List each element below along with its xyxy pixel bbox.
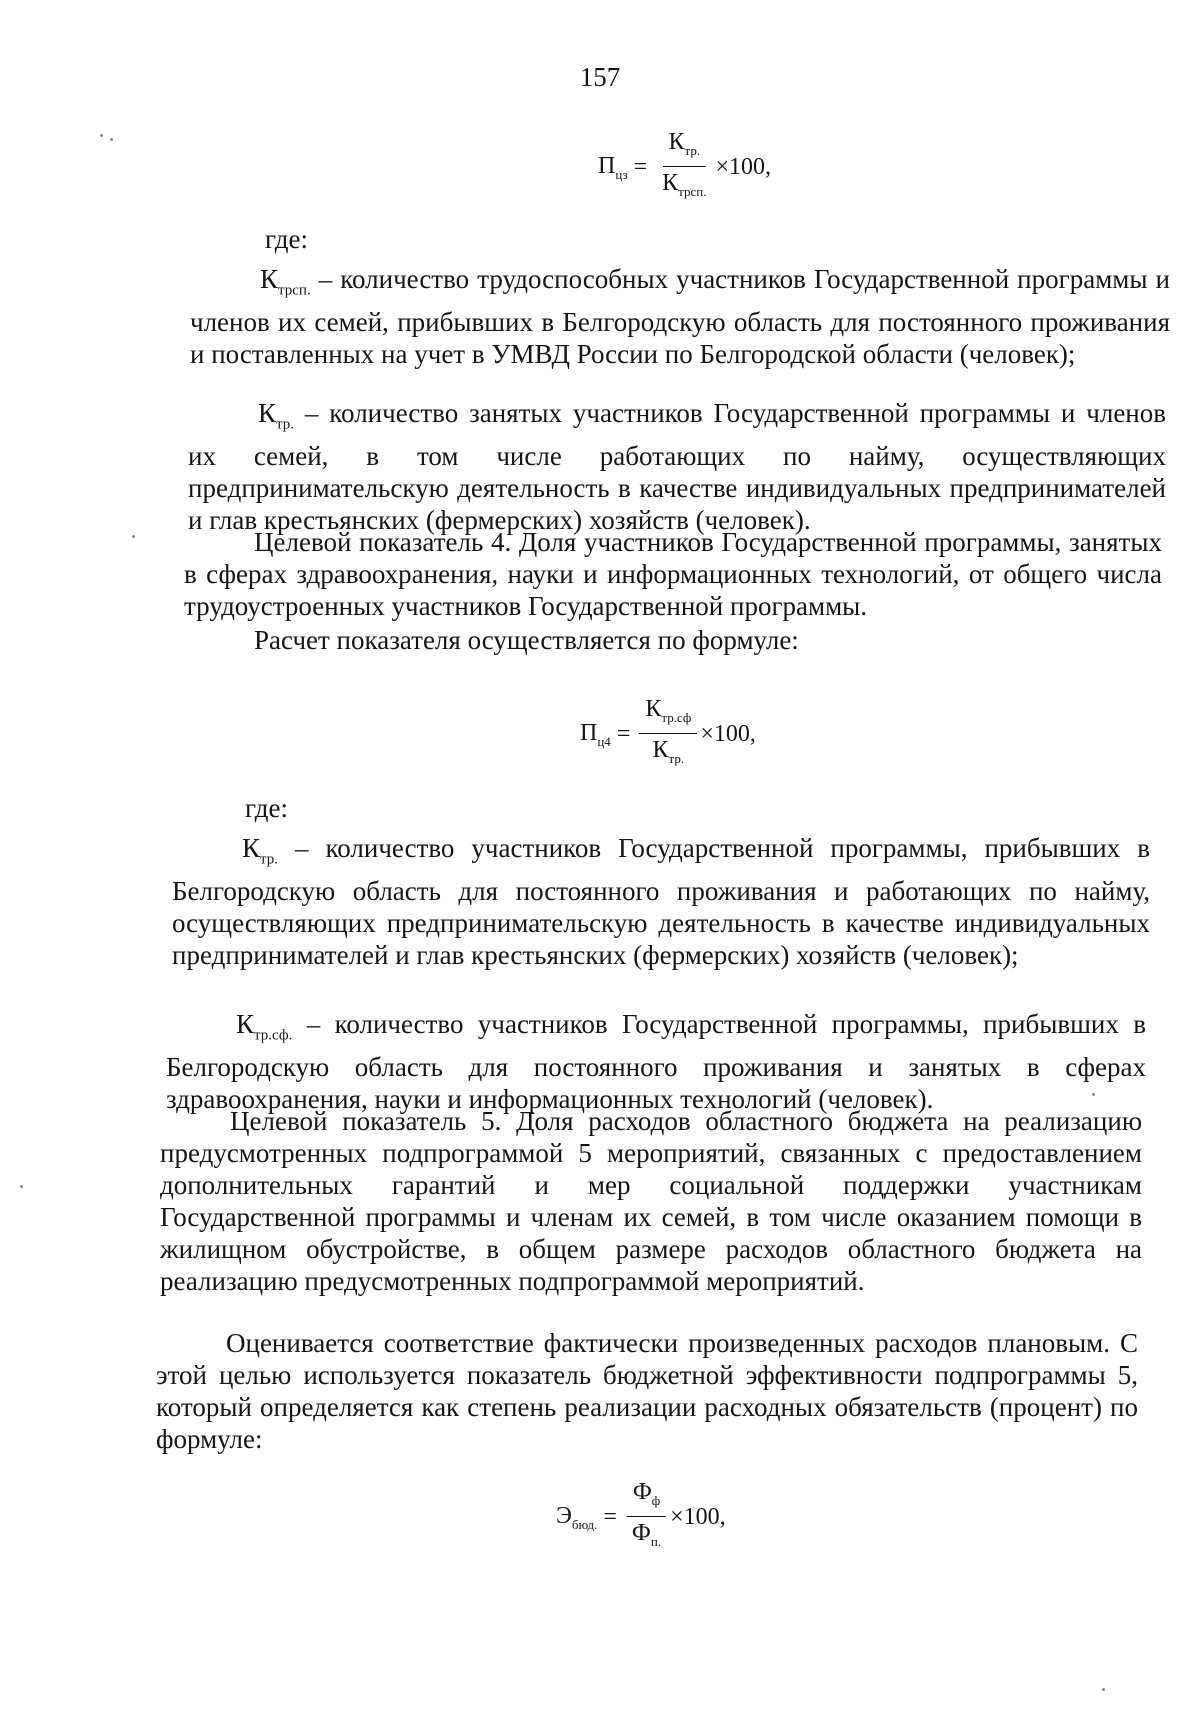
fraction-numerator: $Ф_ф$: [627, 1478, 666, 1517]
formula-e-byud: $Э_{бюд.}$ = $\frac{Ф_ф}{Ф_{п.}}$ ×100,: [556, 1478, 726, 1557]
scan-speck: [1092, 1093, 1095, 1096]
formula-fraction: [656, 128, 712, 207]
scan-speck: [1102, 1688, 1105, 1691]
formula-tail: ×100,: [715, 154, 772, 180]
where-label: где:: [245, 793, 288, 823]
formula-tail: ×100,: [700, 721, 756, 747]
definition-k-trsp: $К_{трсп.}$ – количество трудоспособных участников Государственной программы и членов их семей, прибывших в Белгородскую область для постоянного проживания и поставленных на учет в УМВД России по Белгородской области (человек);: [190, 264, 1170, 370]
scan-speck: [20, 1185, 23, 1188]
definition-k-tr-2: $К_{тр.}$ – количество участников Государственной программы, прибывших в Белгородскую область для постоянного проживания и работающих по найму, осуществляющих предпринимательскую деятельность в качестве индивидуальных предпринимателей и глав крестьянских (фермерских) хозяйств (человек);: [172, 833, 1150, 971]
fraction-numerator: $К_{тр.}$: [663, 128, 707, 167]
scan-speck: [100, 134, 103, 137]
formula-fraction: [626, 1478, 667, 1557]
formula-fraction: [639, 695, 697, 774]
formula-lhs: $Э_{бюд.}$: [556, 1502, 598, 1532]
target-indicator-5: Целевой показатель 5. Доля расходов областного бюджета на реализацию предусмотренных подпрограммой 5 мероприятий, связанных с предоставлением дополнительных гарантий и мер социальной поддержки участникам Государственной программы и членам их семей, в том числе оказанием помощи в жилищном обустройстве, в общем размере расходов областного бюджета на реализацию предусмотренных подпрограммой мероприятий.: [160, 1106, 1142, 1296]
where-label: где:: [265, 224, 308, 254]
budget-evaluation-note: Оценивается соответствие фактически произведенных расходов плановым. С этой целью используется показатель бюджетной эффективности подпрограммы 5, который определяется как степень реализации расходных обязательств (процент) по формуле:: [156, 1328, 1138, 1454]
formula-lhs: $П_{цз}$: [598, 152, 628, 182]
fraction-numerator: $К_{тр.сф}$: [639, 695, 697, 734]
definition-k-tr: $К_{тр.}$ – количество занятых участников Государственной программы и членов их семей, в том числе работающих по найму, осуществляющих предпринимательскую деятельность в качестве индивидуальных предпринимателей и глав крестьянских (фермерских) хозяйств (человек).: [188, 398, 1166, 536]
formula-tail: ×100,: [670, 1504, 726, 1530]
page-number: 157: [579, 62, 621, 92]
scan-speck: [132, 535, 135, 538]
calculation-note: Расчет показателя осуществляется по формуле:: [254, 625, 799, 655]
formula-lhs: $П_{ц4}$: [580, 719, 611, 749]
fraction-denominator: $К_{трсп.}$: [662, 170, 707, 199]
fraction-denominator: $Ф_{п.}$: [631, 1520, 662, 1549]
definition-k-tr-sf: $К_{тр.сф.}$ – количество участников Государственной программы, прибывших в Белгородскую область для постоянного проживания и занятых в сферах здравоохранения, науки и информационных технологий (человек).: [166, 1009, 1146, 1115]
formula-p-c4: $П_{ц4}$ = $\frac{К_{тр.сф}}{К_{тр.}}$ ×100,: [580, 695, 756, 774]
fraction-denominator: $К_{тр.}$: [652, 737, 685, 766]
target-indicator-4: Целевой показатель 4. Доля участников Государственной программы, занятых в сферах здравоохранения, науки и информационных технологий, от общего числа трудоустроенных участников Государственной программы.: [184, 527, 1162, 621]
formula-p-c3: $П_{цз}$ = $\frac{К_{тр.}}{К_{трсп.}}$ ×100,: [598, 128, 771, 207]
scan-speck: [110, 138, 113, 141]
